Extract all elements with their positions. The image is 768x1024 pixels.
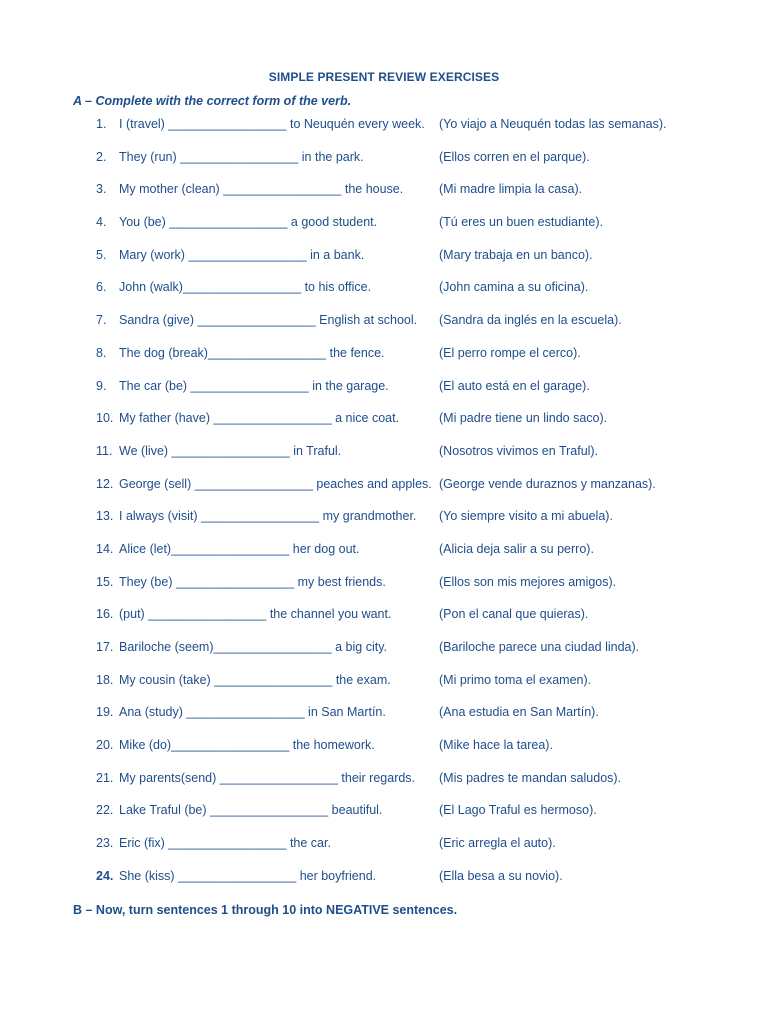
item-sentence: They (be) _________________ my best friends. xyxy=(119,574,386,589)
item-sentence: Eric (fix) _________________ the car. xyxy=(119,836,331,851)
item-translation: (Tú eres un buen estudiante). xyxy=(439,215,603,230)
page-title: SIMPLE PRESENT REVIEW EXERCISES xyxy=(268,70,500,84)
item-translation: (Mis padres te mandan saludos). xyxy=(439,770,622,785)
item-sentence: The dog (break)_________________ the fence. xyxy=(119,345,385,360)
item-sentence: John (walk)_________________ to his office. xyxy=(119,280,372,295)
exercise-item xyxy=(0,575,768,608)
item-number: 24. xyxy=(96,868,114,883)
item-sentence: My cousin (take) _________________ the exam. xyxy=(119,672,391,687)
item-number: 19. xyxy=(96,705,114,720)
item-number: 18. xyxy=(96,672,114,687)
item-number: 13. xyxy=(96,509,114,524)
exercise-item xyxy=(0,803,768,836)
item-number: 20. xyxy=(96,738,114,753)
item-sentence: You (be) _________________ a good student. xyxy=(119,215,378,230)
exercise-item xyxy=(0,117,768,150)
item-translation: (Alicia deja salir a su perro). xyxy=(439,541,594,556)
exercise-item xyxy=(0,313,768,346)
item-number: 14. xyxy=(96,541,114,556)
exercise-item xyxy=(0,509,768,542)
item-sentence: Mike (do)_________________ the homework. xyxy=(119,738,375,753)
item-number: 9. xyxy=(96,378,107,393)
item-number: 12. xyxy=(96,476,114,491)
item-sentence: Lake Traful (be) _________________ beautiful. xyxy=(119,803,383,818)
item-number: 11. xyxy=(96,443,113,458)
exercise-item xyxy=(0,280,768,313)
exercise-item xyxy=(0,640,768,673)
exercise-item xyxy=(0,444,768,477)
item-sentence: Bariloche (seem)_________________ a big city. xyxy=(119,640,388,654)
item-number: 23. xyxy=(96,836,114,851)
item-sentence: They (run) _________________ in the park. xyxy=(119,149,364,164)
section-b-heading: B – Now, turn sentences 1 through 10 into NEGATIVE sentences. xyxy=(73,903,458,917)
exercise-item xyxy=(0,836,768,869)
item-sentence: The car (be) _________________ in the garage. xyxy=(119,378,389,393)
item-sentence: She (kiss) _________________ her boyfriend. xyxy=(119,868,377,883)
item-translation: (Mi primo toma el examen). xyxy=(439,672,592,687)
item-translation: (Pon el canal que quieras). xyxy=(439,607,589,622)
item-translation: (Eric arregla el auto). xyxy=(439,836,556,851)
item-translation: (John camina a su oficina). xyxy=(439,280,589,295)
item-translation: (Mi padre tiene un lindo saco). xyxy=(439,411,608,426)
exercise-item xyxy=(0,379,768,412)
exercise-item xyxy=(0,182,768,215)
exercise-item xyxy=(0,673,768,706)
item-number: 21. xyxy=(96,770,114,785)
section-a-heading: A – Complete with the correct form of the verb. xyxy=(73,94,352,108)
item-number: 3. xyxy=(96,182,107,197)
item-sentence: We (live) _________________ in Traful. xyxy=(119,443,342,458)
exercise-item xyxy=(0,738,768,771)
item-sentence: Ana (study) _________________ in San Martín. xyxy=(119,705,386,720)
item-sentence: My father (have) _________________ a nice coat. xyxy=(119,411,400,426)
item-sentence: My parents(send) _________________ their regards. xyxy=(119,770,416,785)
item-sentence: Mary (work) _________________ in a bank. xyxy=(119,247,365,262)
item-sentence: I always (visit) _________________ my grandmother. xyxy=(119,509,417,524)
item-number: 2. xyxy=(96,149,107,164)
item-number: 22. xyxy=(96,803,114,818)
item-translation: (Sandra da inglés en la escuela). xyxy=(439,313,622,328)
item-translation: (Mike hace la tarea). xyxy=(439,738,553,753)
exercise-list xyxy=(0,117,768,902)
item-sentence: George (sell) _________________ peaches and apples. xyxy=(119,476,432,491)
exercise-item xyxy=(0,542,768,575)
item-number: 15. xyxy=(96,574,114,589)
exercise-item xyxy=(0,869,768,902)
item-number: 6. xyxy=(96,280,107,295)
item-number: 17. xyxy=(96,640,114,654)
item-translation: (El auto está en el garage). xyxy=(439,378,590,393)
item-translation: (El Lago Traful es hermoso). xyxy=(439,803,597,818)
exercise-item xyxy=(0,248,768,281)
item-number: 7. xyxy=(96,313,107,328)
item-number: 4. xyxy=(96,215,107,230)
item-number: 1. xyxy=(96,117,107,131)
item-translation: (El perro rompe el cerco). xyxy=(439,345,581,360)
exercise-item xyxy=(0,477,768,510)
exercise-item xyxy=(0,346,768,379)
item-translation: (Ellos corren en el parque). xyxy=(439,149,590,164)
item-translation: (Ella besa a su novio). xyxy=(439,868,563,883)
item-translation: (Mary trabaja en un banco). xyxy=(439,247,593,262)
item-translation: (Ellos son mis mejores amigos). xyxy=(439,574,617,589)
exercise-item xyxy=(0,215,768,248)
item-translation: (Ana estudia en San Martín). xyxy=(439,705,599,720)
exercise-item xyxy=(0,771,768,804)
item-sentence: My mother (clean) _________________ the house. xyxy=(119,182,404,197)
item-number: 5. xyxy=(96,247,107,262)
item-sentence: Alice (let)_________________ her dog out. xyxy=(119,541,360,556)
item-number: 10. xyxy=(96,411,114,426)
item-sentence: I (travel) _________________ to Neuquén every week. xyxy=(119,117,425,131)
item-translation: (Bariloche parece una ciudad linda). xyxy=(439,640,640,654)
item-sentence: Sandra (give) _________________ English at school. xyxy=(119,313,418,328)
item-number: 16. xyxy=(96,607,114,622)
item-translation: (George vende duraznos y manzanas). xyxy=(439,476,656,491)
item-number: 8. xyxy=(96,345,107,360)
item-translation: (Mi madre limpia la casa). xyxy=(439,182,583,197)
exercise-item xyxy=(0,705,768,738)
item-translation: (Yo siempre visito a mi abuela). xyxy=(439,509,613,524)
exercise-item xyxy=(0,411,768,444)
exercise-item xyxy=(0,607,768,640)
item-sentence: (put) _________________ the channel you want. xyxy=(119,607,392,622)
exercise-item xyxy=(0,150,768,183)
item-translation: (Yo viajo a Neuquén todas las semanas). xyxy=(439,117,667,131)
item-translation: (Nosotros vivimos en Traful). xyxy=(439,443,599,458)
